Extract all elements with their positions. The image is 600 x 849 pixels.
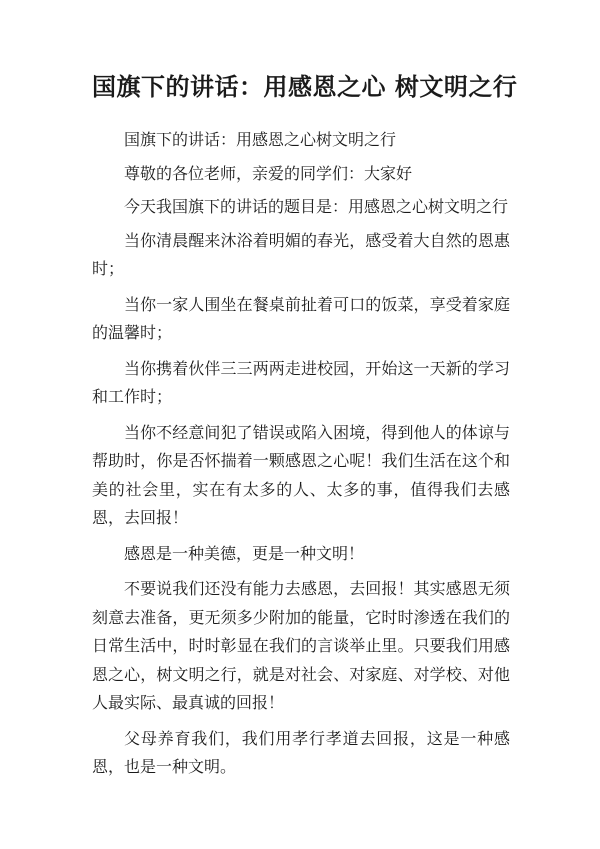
paragraph-topic: 今天我国旗下的讲话的题目是：用感恩之心树文明之行 bbox=[124, 197, 509, 216]
paragraph-speech-heading: 国旗下的讲话：用感恩之心树文明之行 bbox=[124, 130, 397, 149]
paragraph-parents: 父母养育我们，我们用孝行孝道去回报，这是一种感恩，也是一种文明。 bbox=[92, 728, 510, 776]
paragraph-gratitude-question: 当你不经意间犯了错误或陷入困境，得到他人的体谅与帮助时，你是否怀揣着一颗感恩之心呢！我们生活在这个和美的社会里，实在有太多的人、太多的事，值得我们去感恩，去回报！ bbox=[92, 422, 510, 527]
paragraph-morning: 当你清晨醒来沐浴着明媚的春光，感受着大自然的恩惠时； bbox=[92, 230, 510, 278]
document-title: 国旗下的讲话：用感恩之心 树文明之行 bbox=[92, 72, 518, 101]
paragraph-school: 当你携着伙伴三三两两走进校园，开始这一天新的学习和工作时； bbox=[92, 358, 510, 406]
paragraph-daily-life: 不要说我们还没有能力去感恩，去回报！其实感恩无须刻意去准备，更无须多少附加的能量，它时时渗透在我们的日常生活中，时时彰显在我们的言谈举止里。只要我们用感恩之心，树文明之行，就是对社会、对家庭、对学校、对他人最实际、最真诚的回报！ bbox=[92, 579, 510, 712]
paragraph-family: 当你一家人围坐在餐桌前扯着可口的饭菜，享受着家庭的温馨时； bbox=[92, 294, 510, 342]
paragraph-greeting: 尊敬的各位老师，亲爱的同学们：大家好 bbox=[124, 163, 413, 183]
paragraph-virtue: 感恩是一种美德，更是一种文明！ bbox=[124, 543, 365, 563]
